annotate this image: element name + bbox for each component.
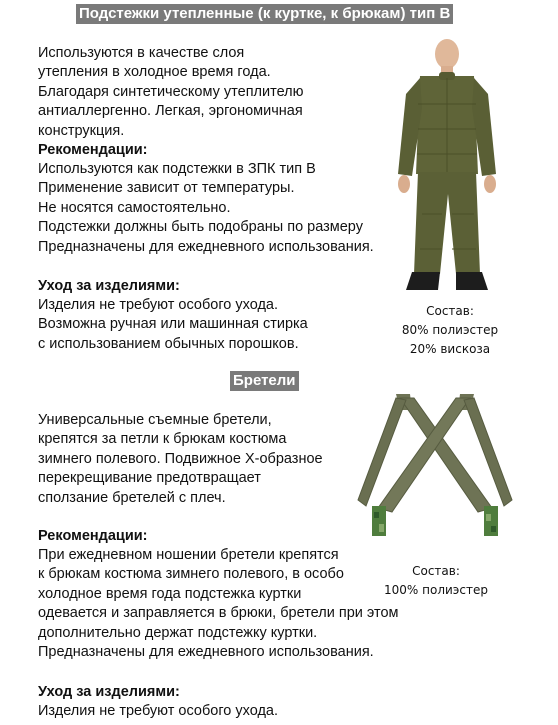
section1-composition-label: Состав: [426,304,474,318]
suspenders-photo-icon [356,388,514,548]
section2-composition [374,562,498,600]
section1-title-banner [76,4,453,24]
section1-rec-line: Не носятся самостоятельно. [38,199,231,216]
section2-title: Бретели [233,372,296,389]
section1-care-line: Возможна ручная или машинная стирка [38,316,308,333]
section2-rec-line: одевается и заправляется в брюки, бретели при этом [38,605,399,622]
section1-intro [38,44,304,141]
section1-rec-line: Используются как подстежки в ЗПК тип В [38,161,316,177]
section1-care [38,296,308,354]
section1-intro-line: утепления в холодное время года. [38,64,271,81]
section2-rec-heading: Рекомендации: [38,528,148,544]
section1-recommendations [38,160,374,257]
section2-rec-line: Предназначены для ежедневного использования. [38,644,374,661]
section2-rec-line: холодное время года подстежка куртки [38,585,302,602]
section1-care-line: с использованием обычных порошков. [38,335,299,352]
section1-composition-line2: 20% вискоза [409,342,491,356]
section2-rec-line: к брюкам костюма зимнего полевого, в особо [38,566,344,583]
section2-intro-line: перекрещивание предотвращает [38,470,261,487]
section2-intro-line: сползание бретелей с плеч. [38,489,226,506]
section2-rec-line: При ежедневном ношении бретели крепятся [38,547,339,563]
section2-care-heading: Уход за изделиями: [38,684,180,700]
section1-composition-line1: 80% полиэстер [401,323,499,337]
section1-intro-line: конструкция. [38,122,125,139]
section1-title: Подстежки утепленные (к куртке, к брюкам) тип В [79,5,451,22]
section2-intro-line: крепятся за петли к брюкам костюма [38,431,287,448]
section2-care-line: Изделия не требуют особого ухода. [38,703,279,719]
section2-composition-line1: 100% полиэстер [384,583,488,597]
section1-rec-line: Предназначены для ежедневного использования. [38,238,374,255]
section1-composition [386,302,514,359]
section2-composition-label: Состав: [412,564,460,578]
section2-title-banner [230,371,299,391]
section1-care-line: Изделия не требуют особого ухода. [38,297,279,313]
section2-rec-line: дополнительно держат подстежку куртки. [38,624,318,641]
section1-rec-heading: Рекомендации: [38,142,148,158]
section1-rec-line: Применение зависит от температуры. [38,180,295,197]
section2-intro-line: Универсальные съемные бретели, [38,412,272,428]
insulated-liner-suit-photo-icon [392,34,502,298]
section1-rec-line: Подстежки должны быть подобраны по размеру [38,219,363,236]
section2-intro-line: зимнего полевого. Подвижное Х-образное [38,450,323,467]
section2-care [38,702,278,721]
section1-intro-line: антиаллергенно. Легкая, эргономичная [38,103,303,120]
section1-care-heading: Уход за изделиями: [38,278,180,294]
section2-recommendations [38,546,398,662]
section2-intro [38,411,323,508]
section1-intro-line: Благодаря синтетическому утеплителю [38,83,304,100]
section1-intro-line: Используются в качестве слоя [38,45,245,61]
